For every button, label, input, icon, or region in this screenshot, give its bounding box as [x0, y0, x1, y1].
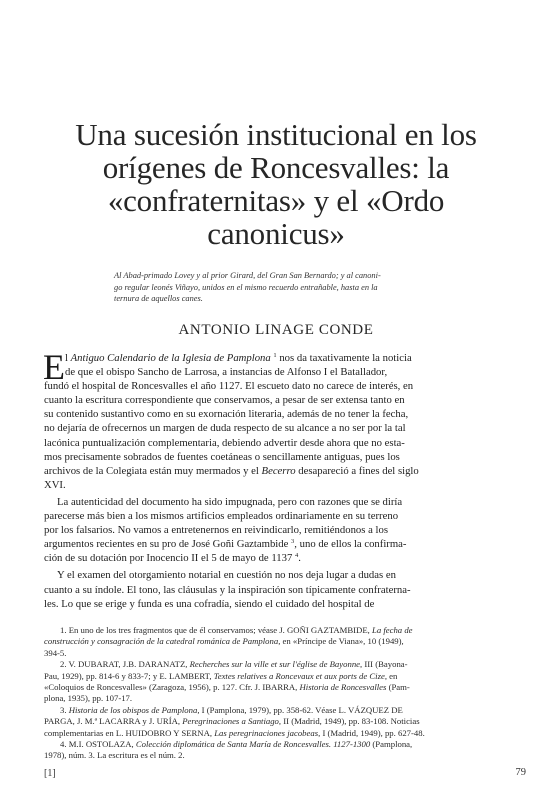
- text-run: desapareció a fines del siglo: [295, 464, 419, 477]
- text-line: de que el obispo Sancho de Larrosa, a instancias de Alfonso I el Batallador,: [65, 366, 388, 379]
- italic-title: La fecha de: [371, 625, 413, 635]
- paragraph: [44, 495, 527, 565]
- footnote-line: [44, 728, 527, 739]
- text-run: archivos de la Colegiata están muy mermados y el: [44, 464, 262, 477]
- text-line: fundó el hospital de Roncesvalles el año 1127. El escueto dato no carece de interés, en: [44, 380, 414, 393]
- text-run: (Pam-: [386, 681, 410, 692]
- italic-title: Recherches sur la ville et sur l'église de Bayonne: [189, 659, 361, 670]
- italic-title: Peregrinaciones a Santiago: [182, 716, 279, 727]
- text-run: ción de su dotación por Inocencio II el 5 de mayo de 1137: [44, 552, 293, 565]
- italic-title: construcción y consagración de la catedral románica de Pamplona: [44, 636, 279, 647]
- footnote-ref: 3: [291, 538, 295, 546]
- text-run: nos da taxativamente la noticia: [276, 352, 412, 364]
- footnote-line: [44, 716, 527, 727]
- text-run: «Coloquios de Roncesvalles» (Zaragoza, 1956), p. 127. Cfr. J. IBARRA,: [44, 681, 300, 692]
- text-line: les. Lo que se erige y funda es una cofradía, siendo el cuidado del hospital de: [44, 597, 375, 610]
- text-line: [44, 551, 527, 565]
- title-line: orígenes de Roncesvalles: la: [102, 150, 450, 185]
- text-run: Pau, 1929), pp. 814-6 y 833-7; y E. LAMBERT,: [44, 670, 214, 681]
- author-name: ANTONIO LINAGE CONDE: [178, 322, 374, 338]
- text-run: (Pamplona,: [370, 738, 413, 749]
- text-line: [44, 464, 527, 478]
- paragraph: [43, 347, 527, 492]
- text-run: .: [298, 552, 301, 565]
- text-run: argumentos recientes en su pro de José Goñi Gaztambide: [44, 538, 289, 551]
- footnote-ref: 1: [273, 352, 277, 359]
- title-line: «confraternitas» y el «Ordo: [107, 183, 445, 218]
- text-run: l: [65, 352, 71, 364]
- footnote-line: [44, 636, 527, 647]
- italic-title: Las peregrinaciones jacobeas: [214, 727, 319, 738]
- text-line: por los falsarios. No vamos a entretenernos en reivindicarlo, remitiéndonos a los: [44, 524, 388, 537]
- text-run: 4. M.I. OSTOLAZA,: [60, 738, 136, 749]
- text-line: [44, 351, 527, 365]
- footnote-line: [44, 682, 527, 693]
- footnote: [44, 705, 527, 716]
- dedication-line: ternura de aquellos canes.: [114, 294, 203, 304]
- text-line: cuanto a su índole. El tono, las cláusulas y la inspiración son típicamente confraterna-: [44, 583, 411, 596]
- italic-title: Historia de los obispos de Pamplona: [68, 704, 198, 715]
- text-run: 2. V. DUBARAT, J.B. DARANATZ,: [60, 659, 190, 670]
- text-line: La autenticidad del documento ha sido impugnada, pero con razones que se diría: [57, 495, 403, 508]
- text-run: , uno de ellos la confirma-: [294, 538, 407, 551]
- text-run: 3.: [60, 704, 69, 715]
- footnote-line: 394-5.: [44, 647, 67, 658]
- footnotes: [44, 625, 527, 762]
- title-line: Una sucesión institucional en los: [75, 117, 477, 152]
- paragraph: [44, 568, 527, 610]
- italic-title: Historia de Roncesvalles: [299, 681, 387, 692]
- text-run: complementarias en L. HUIDOBRO Y SERNA,: [44, 727, 215, 738]
- text-line: [44, 537, 527, 551]
- text-run: PARGA, J. M.ª LACARRA y J. URÍA,: [44, 716, 183, 727]
- article-title: [40, 118, 512, 250]
- drop-cap: E: [43, 347, 65, 387]
- page-marker: [1]: [44, 768, 56, 779]
- dedication: [114, 270, 536, 305]
- footnote: [44, 625, 527, 636]
- footnote: [44, 739, 527, 750]
- text-line: su contenido sustantivo como en su exornación literaria, además de no tener la fecha,: [44, 408, 409, 421]
- text-run: , en «Príncipe de Viana», 10 (1949),: [278, 636, 404, 647]
- article-body: [43, 347, 527, 611]
- text-run: , III (Bayona-: [360, 659, 408, 670]
- footnote-line: 1978), núm. 3. La escritura es el núm. 2.: [44, 750, 185, 761]
- text-run: , I (Pamplona, 1979), pp. 358-62. Véase L. VÁZQUEZ DE: [197, 704, 403, 715]
- dedication-line: Al Abad-primado Lovey y al prior Girard, del Gran San Bernardo; y al canoni-: [114, 271, 381, 280]
- text-line: cuanto la escritura correspondiente que conservamos, a pesar de ser extensa tanto en: [44, 394, 405, 407]
- page-number: 79: [515, 767, 526, 778]
- text-run: , en: [384, 670, 398, 681]
- title-line: canonicus»: [207, 216, 345, 251]
- footnote-line: [44, 671, 527, 682]
- text-line: no dejaría de ofrecernos un margen de duda respecto de su alcance a no ser por la tal: [44, 422, 406, 435]
- dedication-line: go regular leonés Viñayo, unidos en el mismo recuerdo entrañable, hasta en la: [114, 282, 378, 292]
- footnote-line: plona, 1935), pp. 107-17.: [44, 693, 133, 704]
- italic-title: Colección diplomática de Santa María de Roncesvalles. 1127-1300: [135, 738, 371, 749]
- text-run: , II (Madrid, 1949), pp. 83-108. Noticias: [278, 716, 420, 727]
- italic-title: Becerro: [261, 464, 296, 477]
- text-line: parecerse más bien a los mismos artificios empleados ordinariamente en su terreno: [44, 510, 399, 523]
- footnote-ref: 4: [294, 552, 299, 560]
- italic-title: Textes relatives a Roncevaux et aux ports de Cize: [213, 670, 385, 681]
- text-line: lacónica puntualización complementaria, debiendo advertir desde ahora que no esta-: [44, 436, 405, 449]
- text-line: XVI.: [44, 478, 66, 491]
- text-line: mos precisamente sobrados de fuentes coetáneas o sencillamente antiguas, pues los: [44, 450, 400, 463]
- footnote: [44, 659, 527, 670]
- text-run: 1. En uno de los tres fragmentos que de él conservamos; véase J. GOÑI GAZTAMBIDE,: [60, 625, 372, 635]
- text-line: Y el examen del otorgamiento notarial en cuestión no nos deja lugar a dudas en: [57, 569, 396, 582]
- italic-title: Antiguo Calendario de la Iglesia de Pamplona: [70, 352, 271, 364]
- text-run: , I (Madrid, 1949), pp. 627-48.: [318, 727, 425, 738]
